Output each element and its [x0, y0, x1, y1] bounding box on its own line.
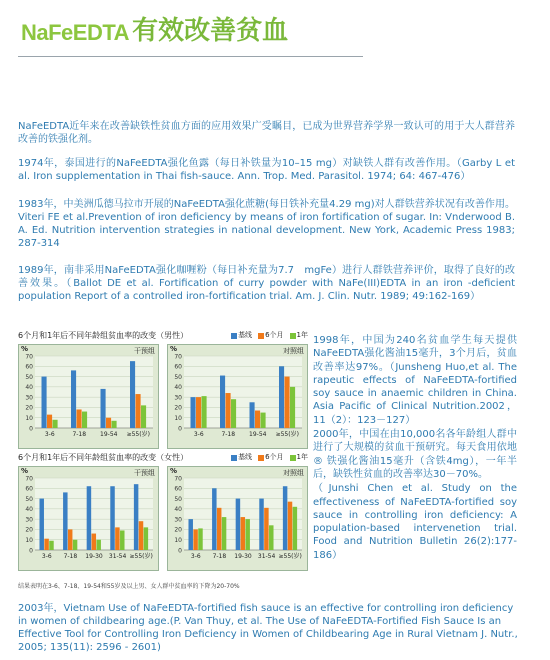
bar	[130, 361, 135, 428]
bar	[226, 393, 231, 428]
x-tick-label: 19-30	[85, 553, 103, 560]
bar	[288, 502, 292, 550]
paragraph-1974: 1974年，泰国进行的NaFeEDTA强化鱼露（每日补铁量为10–15 mg）对缺铁人群有改善作用。（Garby L et al. Iron supplementation in Thai fish-sauce. Ann. Trop. Med. Parasitol. 1974; 64: 467-476）	[18, 158, 515, 182]
y-tick-label: 40	[25, 506, 33, 514]
bar	[212, 488, 216, 550]
paragraph-1983: 1983年，中美洲瓜德马拉市开展的NaFeEDTA强化蔗糖(每日铁补充量4.29 mg)对人群铁营养状况有改善作用。Viteri FE et al.Prevention of iron deficiency by means of iron fortification of sugar. In: Vnderwood B. A. Ed. Nutrition intervention strategies in national development. New York, Academic Press 1983; 287-314	[18, 199, 515, 249]
chart-male-control	[167, 344, 308, 449]
y-tick-label: 40	[174, 506, 182, 514]
x-tick-label: ≥55(岁)	[278, 553, 302, 560]
y-tick-label: 60	[174, 485, 182, 493]
title-divider	[18, 56, 363, 57]
x-tick-label: 19-54	[100, 431, 118, 438]
bar	[141, 405, 146, 428]
y-tick-label: 70	[174, 475, 182, 483]
y-tick-label: 50	[174, 495, 182, 503]
right-column-text	[313, 334, 517, 563]
bar	[196, 397, 201, 428]
female-chart-title: 6个月和1年后不同年龄组贫血率的改变（女性）	[18, 453, 189, 462]
bar	[279, 366, 284, 428]
bar	[264, 508, 268, 550]
x-tick-label: ≥55(岁)	[275, 431, 299, 438]
bar	[283, 486, 287, 550]
male-chart-title: 6个月和1年后不同年龄组贫血率的改变（男性）	[18, 331, 189, 340]
y-tick-label: 40	[25, 384, 33, 392]
bar	[96, 540, 100, 550]
bar	[112, 421, 117, 428]
bar	[63, 492, 67, 550]
bar	[231, 399, 236, 428]
bar	[136, 394, 141, 428]
legend-swatch	[231, 455, 237, 461]
y-tick-label: 20	[174, 526, 182, 534]
bar	[144, 527, 148, 550]
y-tick-label: 30	[25, 394, 33, 402]
bar	[285, 377, 290, 428]
y-tick-label: 60	[25, 363, 33, 371]
anemia-charts	[18, 329, 308, 591]
y-tick-label: 60	[25, 485, 33, 493]
legend-swatch	[231, 333, 237, 339]
y-tick-label: 50	[25, 373, 33, 381]
y-tick-label: 10	[174, 415, 182, 423]
x-tick-label: 7-18	[221, 431, 236, 438]
paragraph-1998: 1998年，中国为240名贫血学生每天提供NaFeEDTA强化酱油15毫升，3个月后，贫血改善率达97%。（Junsheng Huo,et al. The rapeutic effects of NaFeEDTA-fortified soy sauce in anaemic children in China. Asia Pacific of Clinical Nutrition.2002，11（2）：123－127）	[313, 335, 517, 426]
paragraph-2000-reference: （Junshi Chen et al. Study on the effectiveness of NaFeEDTA-fortified soy sauce in controlling iron deficiency: A population-based intervenetion trial. Food and Nutrition Bulletin 26(2):177-186）	[313, 483, 517, 561]
bar	[134, 484, 138, 550]
y-tick-label: 30	[25, 516, 33, 524]
bar	[250, 402, 255, 428]
chart-footnote: 结果表明在3-6、7-18、19-54和55岁及以上男、女人群中贫血率的下降为20-70%	[18, 583, 240, 590]
bar	[87, 486, 91, 550]
y-tick-label: 0	[178, 547, 182, 555]
bar	[259, 499, 263, 550]
page-header	[21, 14, 288, 46]
y-tick-label: 50	[174, 373, 182, 381]
y-tick-label: 30	[174, 394, 182, 402]
paragraph-2000: 2000年，中国在由10,000名各年龄组人群中进行了大规模的贫血干预研究。每天食用依地® 铁强化酱油15毫升（含铁4mg），一年半后，缺铁性贫血的改善率达30－70%。	[313, 429, 517, 480]
bar	[191, 397, 196, 428]
bar-plot	[168, 345, 309, 450]
group-tag: 干预组	[134, 347, 155, 355]
y-tick-label: 70	[174, 353, 182, 361]
bar	[198, 528, 202, 550]
y-tick-label: 70	[25, 353, 33, 361]
chart-male-intervention	[18, 344, 159, 449]
bar-plot	[19, 467, 160, 572]
chart-legend	[228, 451, 308, 464]
x-tick-label: 3-6	[193, 431, 204, 438]
chart-female-control	[167, 466, 308, 571]
y-tick-label: 50	[25, 495, 33, 503]
bar	[110, 486, 114, 550]
x-tick-label: 7-18	[63, 553, 78, 560]
bar	[92, 534, 96, 550]
bar	[101, 389, 106, 428]
legend-swatch	[290, 455, 296, 461]
bar	[188, 519, 192, 550]
bar	[106, 418, 111, 428]
x-tick-label: ≥55(岁)	[129, 553, 153, 560]
bar	[39, 499, 43, 550]
y-tick-label: 10	[25, 537, 33, 545]
bar	[220, 376, 225, 428]
y-tick-label: 0	[178, 425, 182, 433]
bar	[269, 525, 273, 550]
y-tick-label: 40	[174, 384, 182, 392]
bar	[49, 541, 53, 550]
percent-label: %	[21, 467, 29, 475]
x-tick-label: 7-18	[212, 553, 227, 560]
x-tick-label: 31-54	[257, 553, 276, 560]
legend-swatch	[258, 333, 264, 339]
bar	[222, 517, 226, 550]
y-tick-label: 0	[29, 547, 33, 555]
group-tag: 干预组	[134, 469, 155, 477]
legend-item-1y: 1年	[290, 329, 308, 342]
y-tick-label: 0	[29, 425, 33, 433]
y-tick-label: 10	[25, 415, 33, 423]
bar	[73, 540, 77, 550]
percent-label: %	[170, 345, 178, 353]
bar	[68, 529, 72, 550]
bar	[47, 415, 52, 428]
male-chart-header	[18, 329, 308, 342]
legend-item-6m: 6个月	[258, 329, 283, 342]
y-tick-label: 20	[25, 526, 33, 534]
bar	[44, 539, 48, 550]
x-tick-label: 19-54	[249, 431, 267, 438]
bar	[261, 413, 266, 428]
y-tick-label: 30	[174, 516, 182, 524]
bar-plot	[168, 467, 309, 572]
chart-legend	[228, 329, 308, 342]
bar	[241, 517, 245, 550]
x-tick-label: 3-6	[44, 431, 55, 438]
group-tag: 对照组	[283, 469, 304, 477]
bar	[77, 409, 82, 428]
chart-female-intervention	[18, 466, 159, 571]
percent-label: %	[170, 467, 178, 475]
y-tick-label: 10	[174, 537, 182, 545]
brand-name: NaFeEDTA	[21, 20, 130, 45]
x-tick-label: 31-54	[108, 553, 127, 560]
x-tick-label: 3-6	[190, 553, 201, 560]
percent-label: %	[21, 345, 29, 353]
bar	[53, 420, 58, 428]
intro-paragraph: NaFeEDTA近年来在改善缺铁性贫血方面的应用效果广受瞩目，已成为世界营养学界一致认可的用于大人群营养改善的铁强化剂。	[18, 121, 515, 145]
bar	[202, 396, 207, 428]
bar	[255, 411, 260, 428]
legend-swatch	[258, 455, 264, 461]
paragraph-2003: 2003年，Vietnam Use of NaFeEDTA-fortified fish sauce is an effective for controlling iron deficiency in women of childbearing age.(P. Van Thuy, et al. The Use of NaFeEDTA-Fortified Fish Sauce Is an Effective Tool for Controlling Iron Deficiency in Women of Childbearing Age in Rural Vietnam J. Nutr., 2005; 135(11): 2596 - 2601)	[18, 603, 518, 653]
group-tag: 对照组	[283, 347, 304, 355]
female-chart-header	[18, 451, 308, 464]
paragraph-1989: 1989年，南非采用NaFeEDTA强化咖喱粉（每日补充量为7.7 mgFe）进行人群铁营养评价，取得了良好的改善效果。（Ballot DE et al. Fortification of curry powder with NaFe(III)EDTA in an iron -deficient population Report of a controlled iron-fortification trial. Am. J. Clin. Nutr. 1989; 49:162-169）	[18, 265, 515, 302]
x-tick-label: ≥55(岁)	[126, 431, 150, 438]
bar	[82, 412, 87, 428]
bar	[71, 370, 76, 428]
bar	[236, 499, 240, 550]
y-tick-label: 60	[174, 363, 182, 371]
bar	[245, 519, 249, 550]
bar	[290, 387, 295, 428]
bar	[120, 530, 124, 550]
legend-item-baseline: 基线	[231, 451, 252, 464]
x-tick-label: 3-6	[41, 553, 52, 560]
bar	[193, 529, 197, 550]
legend-item-1y: 1年	[290, 451, 308, 464]
y-tick-label: 20	[25, 404, 33, 412]
x-tick-label: 19-30	[234, 553, 252, 560]
legend-item-baseline: 基线	[231, 329, 252, 342]
bar	[217, 508, 221, 550]
bar	[139, 521, 143, 550]
x-tick-label: 7-18	[72, 431, 87, 438]
y-tick-label: 70	[25, 475, 33, 483]
page-title: 有效改善贫血	[132, 16, 289, 46]
bar	[293, 507, 297, 550]
legend-item-6m: 6个月	[258, 451, 283, 464]
legend-swatch	[290, 333, 296, 339]
y-tick-label: 20	[174, 404, 182, 412]
bar	[42, 377, 47, 428]
bar-plot	[19, 345, 160, 450]
bar	[115, 527, 119, 550]
